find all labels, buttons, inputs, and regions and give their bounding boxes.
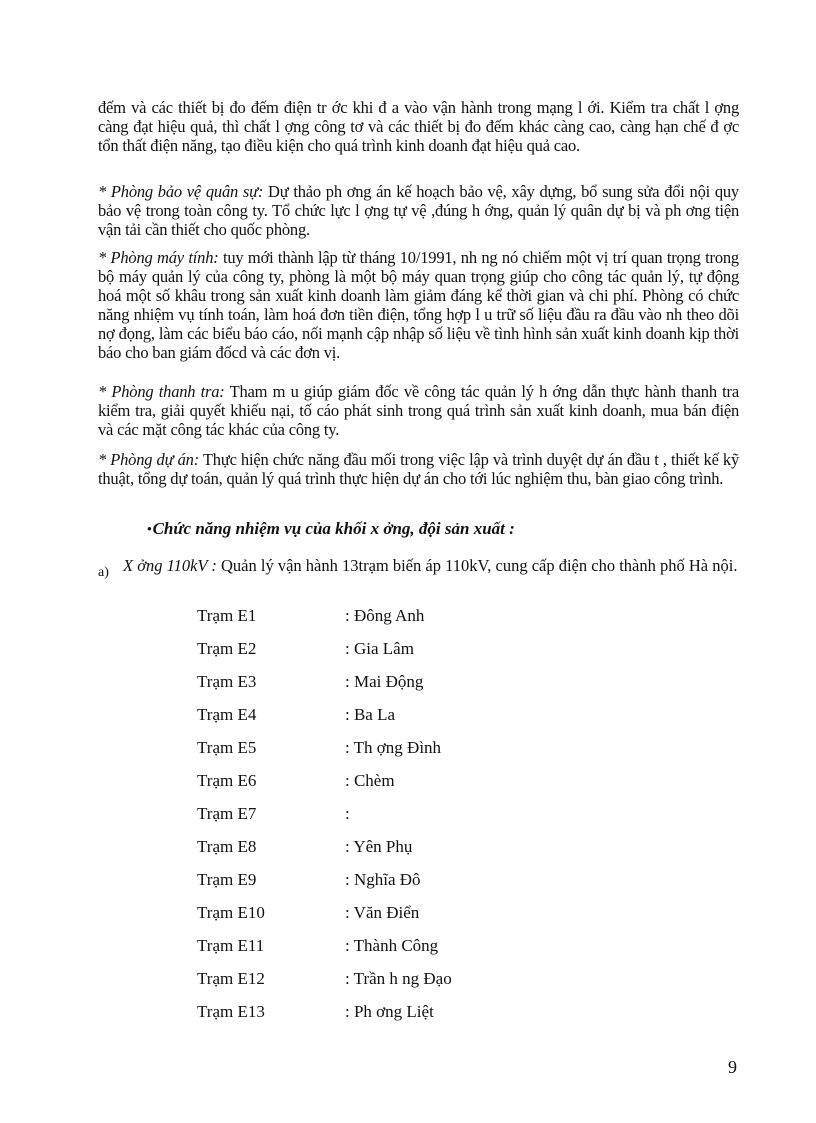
- station-name: : Th ợng Đình: [345, 738, 442, 757]
- station-name: : Yên Phụ: [345, 837, 413, 856]
- station-name: : Gia Lâm: [345, 639, 414, 658]
- paragraph-label: * Phòng máy tính:: [98, 248, 219, 267]
- paragraph-text: đếm và các thiết bị đo đếm điện tr ớc khi đ a vào vận hành trong mạng l ới. Kiểm tra chất l ợng càng đạt hiệu quả, thì chất l ợng công tơ và các thiết bị đo đếm khác càng cao, càng hạn chế đ ợc tổn thất điện năng, tạo điều kiện cho quá trình kinh doanh đạt hiệu quả cao.: [98, 98, 739, 155]
- station-code: Trạm E7: [197, 804, 257, 823]
- station-name: : Đông Anh: [345, 606, 425, 625]
- paragraph-text: tuy mới thành lập từ tháng 10/1991, nh ng nó chiếm một vị trí quan trọng trong bộ máy quản lý của công ty, phòng là một bộ máy quan trọng giúp cho công tác quản lý, tự động hoá một số khâu trong sản xuất kinh doanh làm giảm đáng kể thời gian và chi phí. Phòng có chức năng nhiệm vụ tính toán, làm hoá đơn tiền điện, tổng hợp l u trữ số liệu đầu ra đầu vào nh theo dõi nợ đọng, làm các biểu báo cáo, nối mạnh cập nhập số liệu về tình hình sản xuất kinh doanh kịp thời báo cho ban giám đốcd và các đơn vị.: [98, 248, 739, 362]
- station-code: Trạm E6: [197, 771, 257, 790]
- station-code: Trạm E3: [197, 672, 257, 691]
- station-name: : Ba La: [345, 705, 396, 724]
- page-number: 9: [728, 1057, 737, 1077]
- station-code: Trạm E8: [197, 837, 257, 856]
- station-code: Trạm E11: [197, 936, 265, 955]
- paragraph-label: * Phòng bảo vệ quân sự:: [98, 182, 264, 201]
- list-item-a: [98, 556, 739, 580]
- station-code: Trạm E2: [197, 639, 257, 658]
- list-marker: a): [98, 565, 109, 580]
- station-code: Trạm E9: [197, 870, 257, 889]
- station-name: : Văn Điển: [345, 903, 420, 922]
- station-name: :: [345, 804, 350, 823]
- paragraph-text: Thực hiện chức năng đầu mối trong việc lập và trình duyệt dự án đầu t , thiết kế kỹ thuật, tổng dự toán, quản lý quá trình thực hiện dự án cho tới lúc nghiệm thu, bàn giao công trình.: [98, 450, 739, 488]
- station-code: Trạm E4: [197, 705, 257, 724]
- paragraph-projects: [98, 450, 739, 488]
- paragraph-inspection: [98, 382, 739, 439]
- list-item-text: [123, 556, 739, 575]
- station-name: : Trần h ng Đạo: [345, 969, 452, 988]
- paragraph-text: Tham m u giúp giám đốc về công tác quản lý h ớng dẫn thực hành thanh tra kiểm tra, giải quyết khiếu nại, tố cáo phát sinh trong quá trình sản xuất kinh doanh, mua bán điện và các mặt công tác khác của công ty.: [98, 382, 739, 439]
- station-name: : Mai Động: [345, 672, 424, 691]
- station-name: : Nghĩa Đô: [345, 870, 421, 889]
- section-heading-text: Chức năng nhiệm vụ của khối x ởng, đội sản xuất :: [152, 519, 515, 538]
- bullet-icon: •: [147, 521, 152, 536]
- section-heading: [147, 519, 515, 539]
- paragraph-text: Dự thảo ph ơng án kế hoạch bảo vệ, xây dựng, bổ sung sửa đổi nội quy bảo vệ trong toàn công ty. Tổ chức lực l ợng tự vệ ,đúng h ớng, quản lý quân dự bị và ph ơng tiện vận tải cần thiết cho quốc phòng.: [98, 182, 739, 239]
- station-name: : Chèm: [345, 771, 395, 790]
- paragraph-computer-room: [98, 248, 739, 362]
- station-code: Trạm E10: [197, 903, 265, 922]
- station-name: : Thành Công: [345, 936, 439, 955]
- paragraph-label: * Phòng thanh tra:: [98, 382, 225, 401]
- station-code: Trạm E12: [197, 969, 265, 988]
- paragraph-military-security: [98, 182, 739, 239]
- station-code: Trạm E13: [197, 1002, 265, 1021]
- paragraph-metering: [98, 98, 739, 155]
- list-item-label: X ởng 110kV :: [123, 556, 217, 575]
- list-item-body: Quản lý vận hành 13trạm biến áp 110kV, cung cấp điện cho thành phố Hà nội.: [216, 556, 738, 575]
- paragraph-label: * Phòng dự án:: [98, 450, 199, 469]
- station-code: Trạm E1: [197, 606, 257, 625]
- station-code: Trạm E5: [197, 738, 257, 757]
- station-name: : Ph ơng Liệt: [345, 1002, 434, 1021]
